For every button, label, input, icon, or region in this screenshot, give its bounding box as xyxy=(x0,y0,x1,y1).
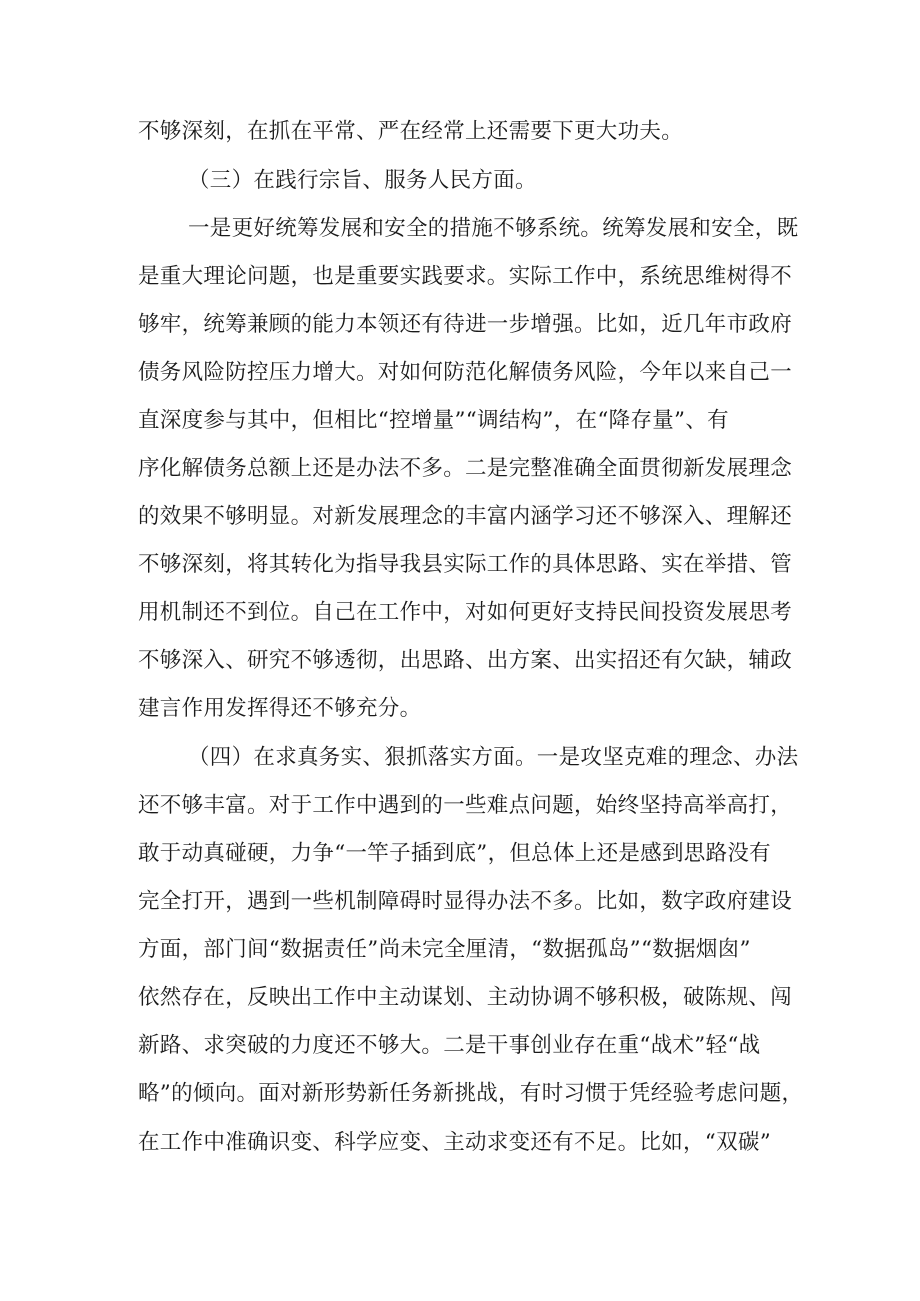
text-line: 债务风险防控压力增大。对如何防范化解债务风险，今年以来自己一 xyxy=(138,360,793,385)
text-line: 不够深刻，在抓在平常、严在经常上还需要下更大功夫。 xyxy=(138,119,684,144)
section-heading: （三）在践行宗旨、服务人民方面。 xyxy=(188,168,537,193)
text-line: 用机制还不到位。自己在工作中，对如何更好支持民间投资发展思考 xyxy=(138,600,793,625)
text-line: 够牢，统筹兼顾的能力本领还有待进一步增强。比如，近几年市政府 xyxy=(138,312,793,337)
text-line: 不够深入、研究不够透彻，出思路、出方案、出实招还有欠缺，辅政 xyxy=(138,648,793,673)
text-line: 直深度参与其中，但相比“控增量”“调结构”，在“降存量”、有 xyxy=(138,408,729,433)
text-line: 敢于动真碰硬，力争“一竿子插到底”，但总体上还是感到思路没有 xyxy=(138,841,771,866)
text-line: 一是更好统筹发展和安全的措施不够系统。统筹发展和安全，既 xyxy=(188,216,799,241)
text-line: 略”的倾向。面对新形势新任务新挑战，有时习惯于凭经验考虑问题， xyxy=(138,1081,804,1106)
text-line: 序化解债务总额上还是办法不多。二是完整准确全面贯彻新发展理念 xyxy=(138,456,793,481)
text-line: 依然存在，反映出工作中主动谋划、主动协调不够积极，破陈规、闯 xyxy=(138,985,793,1010)
text-line: 在工作中准确识变、科学应变、主动求变还有不足。比如，“双碳” xyxy=(138,1130,771,1155)
section-heading: （四）在求真务实、狠抓落实方面。一是攻坚克难的理念、办法 xyxy=(188,745,799,770)
text-line: 方面，部门间“数据责任”尚未完全厘清，“数据孤岛”“数据烟囱” xyxy=(138,937,751,962)
text-line: 是重大理论问题，也是重要实践要求。实际工作中，系统思维树得不 xyxy=(138,264,793,289)
text-line: 还不够丰富。对于工作中遇到的一些难点问题，始终坚持高举高打， xyxy=(138,793,793,818)
text-line: 完全打开，遇到一些机制障碍时显得办法不多。比如，数字政府建设 xyxy=(138,889,793,914)
text-line: 的效果不够明显。对新发展理念的丰富内涵学习还不够深入、理解还 xyxy=(138,504,793,529)
text-line: 建言作用发挥得还不够充分。 xyxy=(138,696,422,721)
text-line: 新路、求突破的力度还不够大。二是干事创业存在重“战术”轻“战 xyxy=(138,1033,761,1058)
text-line: 不够深刻，将其转化为指导我县实际工作的具体思路、实在举措、管 xyxy=(138,552,793,577)
